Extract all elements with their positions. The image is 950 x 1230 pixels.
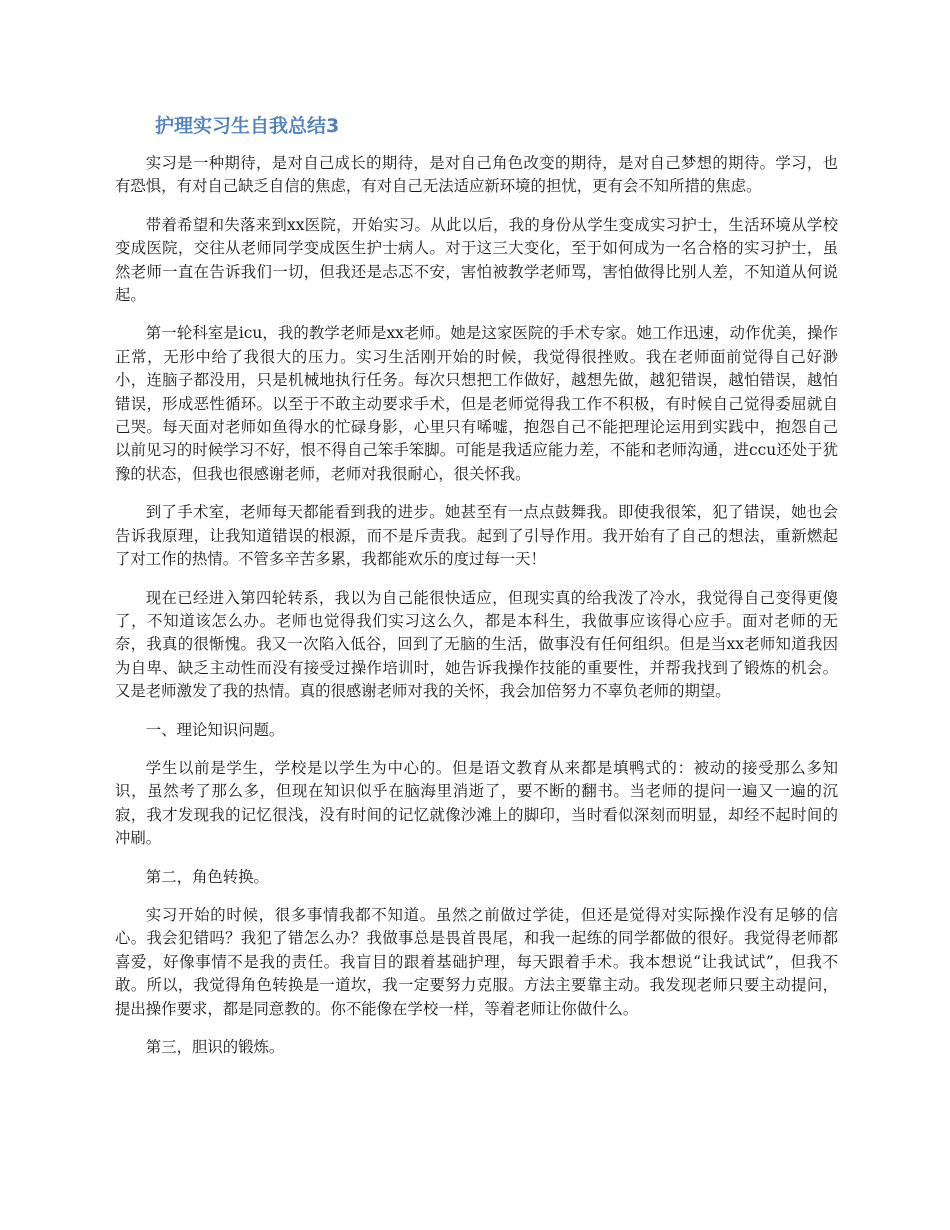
paragraph: 现在已经进入第四轮转系，我以为自己能很快适应，但现实真的给我泼了冷水，我觉得自己变得更傻了，不知道该怎么办。老师也觉得我们实习这么久，都是本科生，我做事应该得心应手。面对老师的无奈，我真的很惭愧。我又一次陷入低谷，回到了无脑的生活，做事没有任何组织。但是当xx老师知道我因为自卑、缺乏主动性而没有接受过操作培训时，她告诉我操作技能的重要性，并帮我找到了锻炼的机会。又是老师激发了我的热情。真的很感谢老师对我的关怀，我会加倍努力不辜负老师的期望。 [115,588,838,701]
document-body [115,152,838,1074]
paragraph: 第一轮科室是icu，我的教学老师是xx老师。她是这家医院的手术专家。她工作迅速，动作优美，操作正常，无形中给了我很大的压力。实习生活刚开始的时候，我觉得很挫败。我在老师面前觉得自己好渺小，连脑子都没用，只是机械地执行任务。每次只想把工作做好，越想先做，越犯错误，越怕错误，越怕错误，形成恶性循环。以至于不敢主动要求手术，但是老师觉得我工作不积极，有时候自己觉得委屈就自己哭。每天面对老师如鱼得水的忙碌身影，心里只有唏嘘，抱怨自己不能把理论运用到实践中，抱怨自己以前见习的时候学习不好，恨不得自己笨手笨脚。可能是我适应能力差，不能和老师沟通，进ccu还处于犹豫的状态，但我也很感谢老师，老师对我很耐心，很关怀我。 [115,324,838,483]
section-heading: 第三，胆识的锻炼。 [145,1038,285,1056]
paragraph: 带着希望和失落来到xx医院，开始实习。从此以后，我的身份从学生变成实习护士，生活环境从学校变成医院，交往从老师同学变成医生护士病人。对于这三大变化，至于如何成为一名合格的实习护士，虽然老师一直在告诉我们一切，但我还是忐忑不安，害怕被教学老师骂，害怕做得比别人差，不知道从何说起。 [115,215,838,305]
paragraph: 实习是一种期待，是对自己成长的期待，是对自己角色改变的期待，是对自己梦想的期待。学习，也有恐惧，有对自己缺乏自信的焦虑，有对自己无法适应新环境的担忧，更有会不知所措的焦虑。 [115,154,838,196]
section-heading: 第二，角色转换。 [145,867,269,886]
document-title: 护理实习生自我总结3 [155,115,340,137]
paragraph: 学生以前是学生，学校是以学生为中心的。但是语文教育从来都是填鸭式的：被动的接受那么多知识，虽然考了那么多，但现在知识似乎在脑海里消逝了，要不断的翻书。当老师的提问一遍又一遍的沉寂，我才发现我的记忆很浅，没有时间的记忆就像沙滩上的脚印，当时看似深刻而明显，却经不起时间的冲刷。 [115,758,838,848]
paragraph: 实习开始的时候，很多事情我都不知道。虽然之前做过学徒，但还是觉得对实际操作没有足够的信心。我会犯错吗？我犯了错怎么办？我做事总是畏首畏尾，和我一起练的同学都做的很好。我觉得老师都喜爱，好像事情不是我的责任。我盲目的跟着基础护理，每天跟着手术。我本想说“让我试试”，但我不敢。所以，我觉得角色转换是一道坎，我一定要努力克服。方法主要靠主动。我发现老师只要主动提问，提出操作要求，都是同意教的。你不能像在学校一样，等着老师让你做什么。 [115,905,838,1018]
paragraph: 到了手术室，老师每天都能看到我的进步。她甚至有一点点鼓舞我。即使我很笨，犯了错误，她也会告诉我原理，让我知道错误的根源，而不是斥责我。起到了引导作用。我开始有了自己的想法，重新燃起了对工作的热情。不管多辛苦多累，我都能欢乐的度过每一天！ [115,503,838,569]
section-heading: 一、理论知识问题。 [145,720,285,739]
